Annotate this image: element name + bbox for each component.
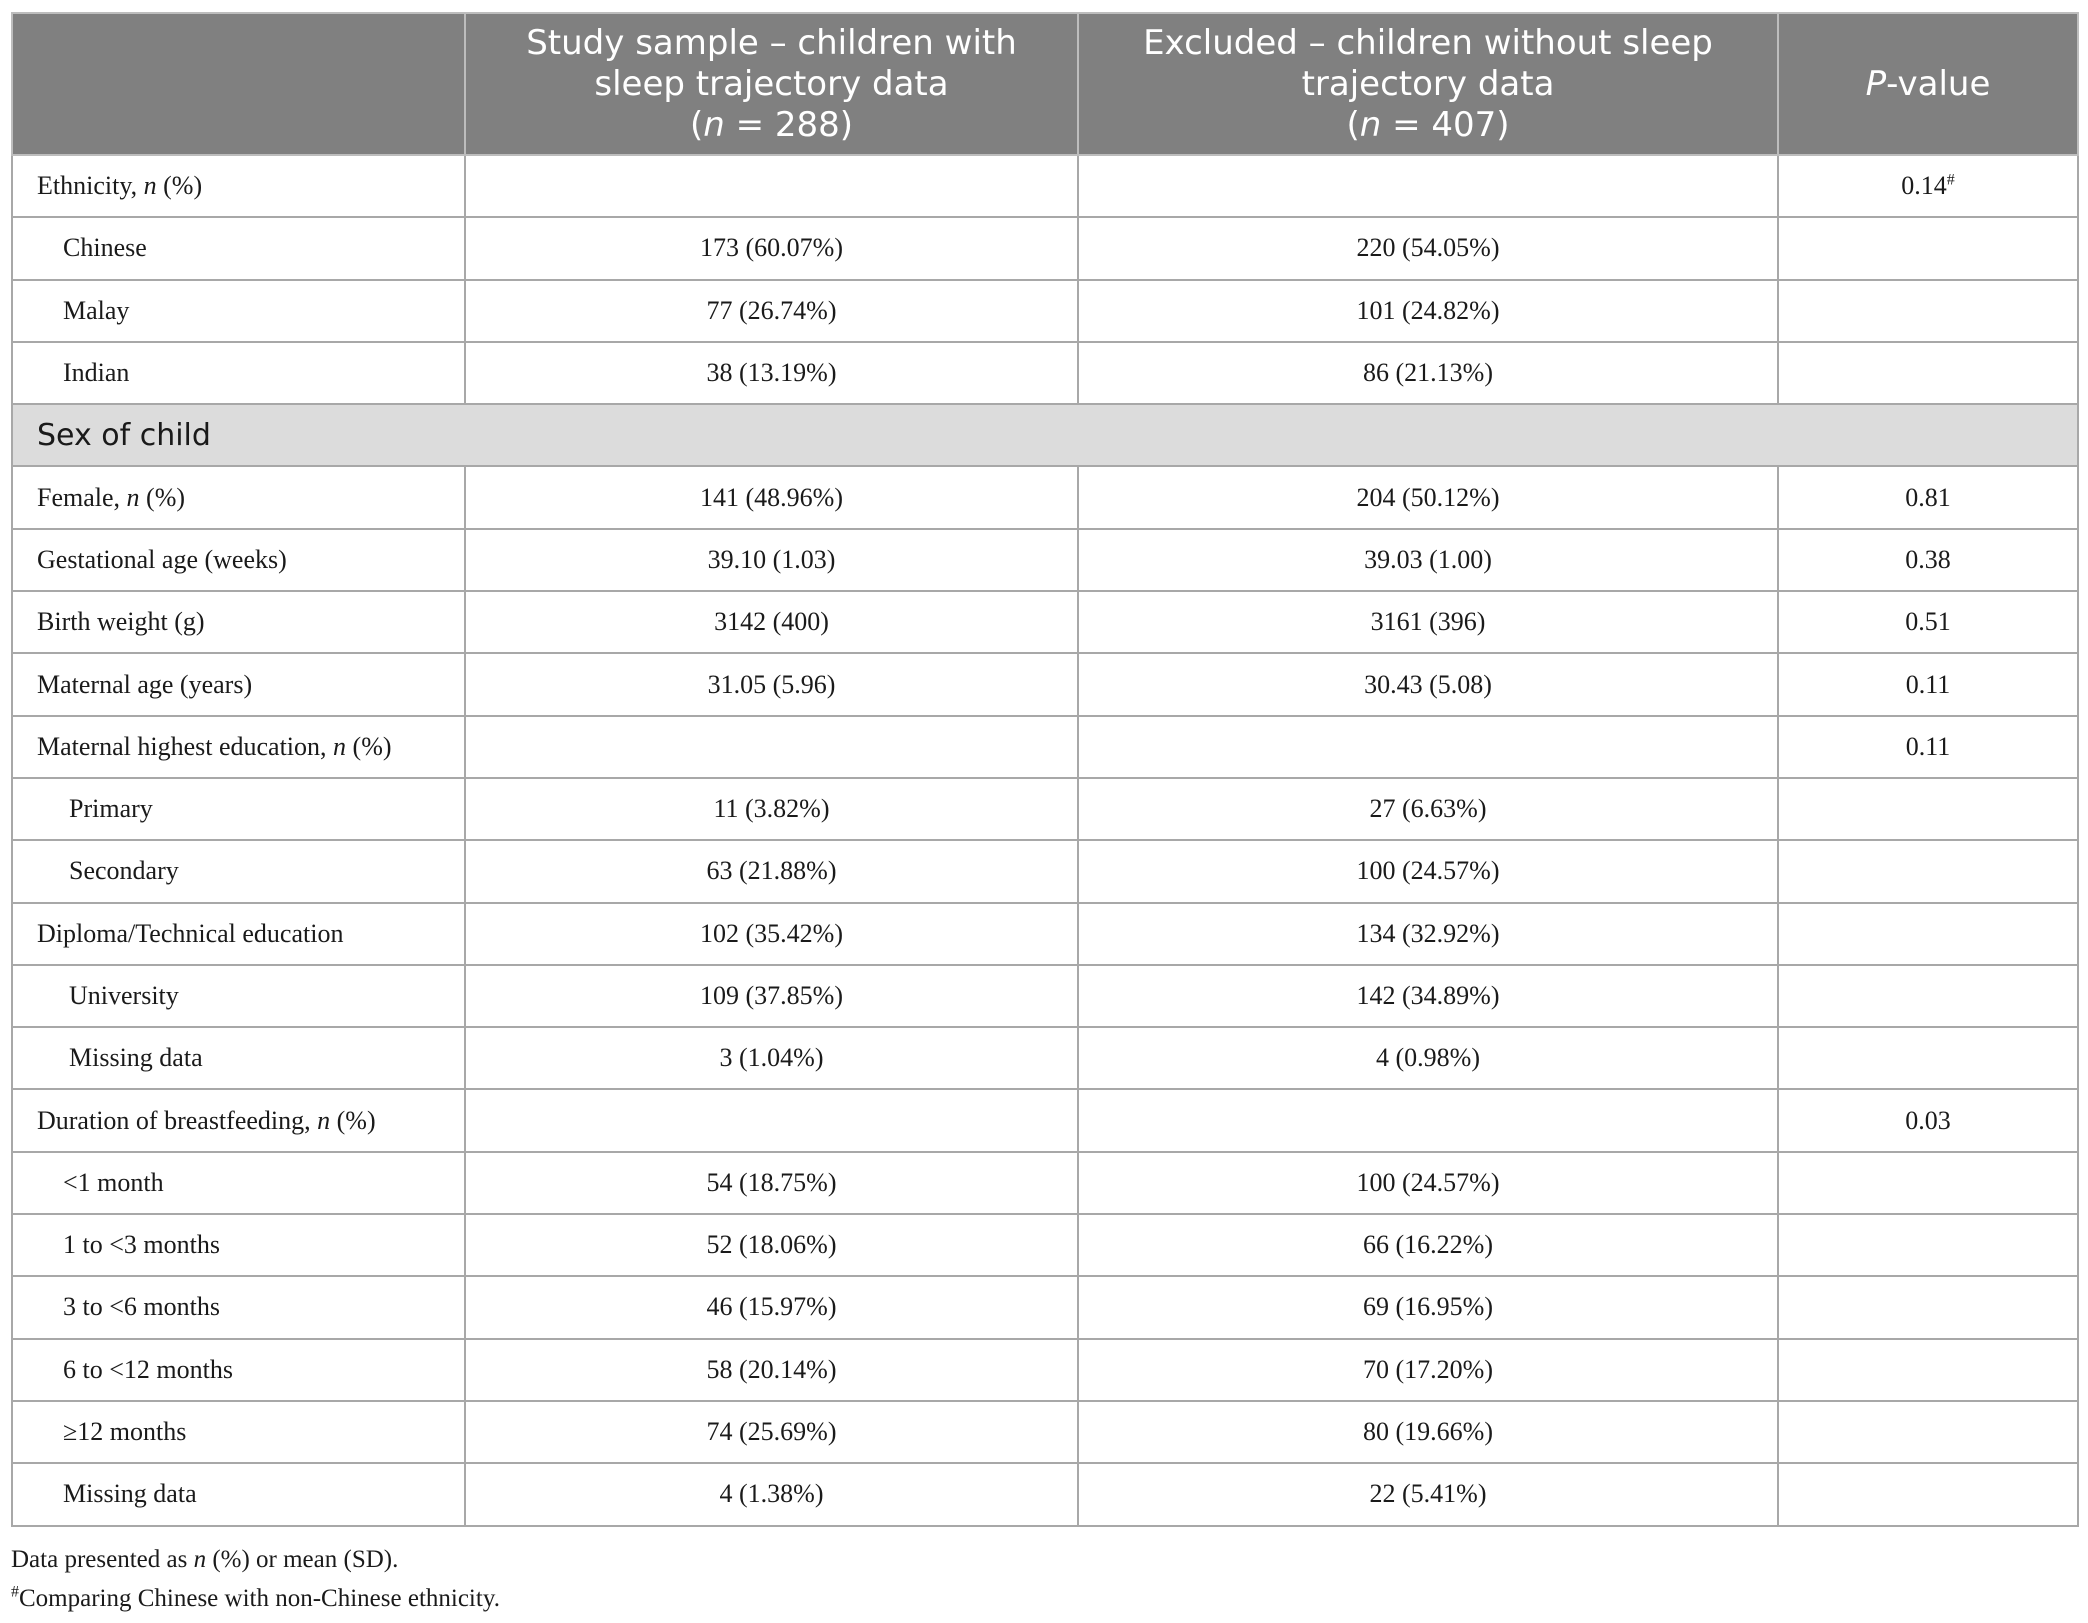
p-value: 0.38 — [1778, 529, 2078, 591]
table-row — [12, 529, 2078, 591]
table-row — [12, 1089, 2078, 1151]
excluded-value: 70 (17.20%) — [1078, 1339, 1778, 1401]
p-value — [1778, 903, 2078, 965]
p-value: 0.11 — [1778, 716, 2078, 778]
table-body — [12, 155, 2078, 1526]
excluded-value: 134 (32.92%) — [1078, 903, 1778, 965]
excluded-value: 100 (24.57%) — [1078, 1152, 1778, 1214]
excluded-value: 101 (24.82%) — [1078, 280, 1778, 342]
row-label: Birth weight (g) — [12, 591, 465, 653]
table-row — [12, 778, 2078, 840]
excluded-value: 39.03 (1.00) — [1078, 529, 1778, 591]
excluded-value: 69 (16.95%) — [1078, 1276, 1778, 1338]
row-label: Maternal highest education, n (%) — [12, 716, 465, 778]
p-value: 0.81 — [1778, 466, 2078, 528]
table-row — [12, 1463, 2078, 1525]
header-p-value: P-value — [1778, 13, 2078, 155]
p-value — [1778, 1027, 2078, 1089]
study-sample-value: 74 (25.69%) — [465, 1401, 1078, 1463]
footnote-ethnicity: #Comparing Chinese with non-Chinese ethnicity. — [11, 1583, 500, 1612]
header-study-sample-line2: sleep trajectory data — [594, 63, 949, 104]
excluded-value: 204 (50.12%) — [1078, 466, 1778, 528]
table-row — [12, 217, 2078, 279]
row-label: Gestational age (weeks) — [12, 529, 465, 591]
header-study-sample — [465, 13, 1078, 155]
row-label: Female, n (%) — [12, 466, 465, 528]
study-sample-value: 173 (60.07%) — [465, 217, 1078, 279]
study-sample-value: 77 (26.74%) — [465, 280, 1078, 342]
study-sample-value: 52 (18.06%) — [465, 1214, 1078, 1276]
row-label: Duration of breastfeeding, n (%) — [12, 1089, 465, 1151]
table-row — [12, 155, 2078, 217]
study-sample-value: 109 (37.85%) — [465, 965, 1078, 1027]
study-sample-value — [465, 155, 1078, 217]
row-label: 6 to <12 months — [12, 1339, 465, 1401]
p-value: 0.11 — [1778, 653, 2078, 715]
table-row — [12, 280, 2078, 342]
p-value — [1778, 1339, 2078, 1401]
excluded-value: 27 (6.63%) — [1078, 778, 1778, 840]
header-excluded — [1078, 13, 1778, 155]
section-header: Sex of child — [12, 404, 2078, 466]
table-row — [12, 342, 2078, 404]
p-value — [1778, 1401, 2078, 1463]
p-value: 0.51 — [1778, 591, 2078, 653]
study-sample-value: 46 (15.97%) — [465, 1276, 1078, 1338]
table-row — [12, 965, 2078, 1027]
study-sample-value: 4 (1.38%) — [465, 1463, 1078, 1525]
table-row — [12, 653, 2078, 715]
row-label: 3 to <6 months — [12, 1276, 465, 1338]
table-footnotes — [11, 1540, 500, 1618]
header-row — [12, 13, 2078, 155]
excluded-value: 4 (0.98%) — [1078, 1027, 1778, 1089]
characteristics-table — [11, 12, 2079, 1527]
p-value: 0.14# — [1778, 155, 2078, 217]
header-excluded-line2: trajectory data — [1301, 63, 1555, 104]
p-value — [1778, 1276, 2078, 1338]
table-row — [12, 903, 2078, 965]
p-value — [1778, 965, 2078, 1027]
excluded-value: 80 (19.66%) — [1078, 1401, 1778, 1463]
study-sample-value: 11 (3.82%) — [465, 778, 1078, 840]
p-value — [1778, 217, 2078, 279]
table-header — [12, 13, 2078, 155]
table-row — [12, 466, 2078, 528]
table-row — [12, 1339, 2078, 1401]
header-excluded-line3: (n = 407) — [1346, 104, 1510, 145]
excluded-value: 100 (24.57%) — [1078, 840, 1778, 902]
study-sample-value: 31.05 (5.96) — [465, 653, 1078, 715]
table-row — [12, 1276, 2078, 1338]
study-sample-value: 38 (13.19%) — [465, 342, 1078, 404]
p-value — [1778, 1152, 2078, 1214]
table-row — [12, 1401, 2078, 1463]
excluded-value: 66 (16.22%) — [1078, 1214, 1778, 1276]
excluded-value — [1078, 716, 1778, 778]
row-label: Secondary — [12, 840, 465, 902]
header-study-sample-line3: (n = 288) — [689, 104, 854, 145]
p-value — [1778, 1214, 2078, 1276]
excluded-value: 30.43 (5.08) — [1078, 653, 1778, 715]
header-excluded-line1: Excluded – children without sleep — [1143, 22, 1713, 63]
table-row — [12, 1152, 2078, 1214]
table-row — [12, 840, 2078, 902]
study-sample-value: 3142 (400) — [465, 591, 1078, 653]
study-sample-value: 58 (20.14%) — [465, 1339, 1078, 1401]
row-label: Maternal age (years) — [12, 653, 465, 715]
p-value — [1778, 1463, 2078, 1525]
row-label: Malay — [12, 280, 465, 342]
excluded-value — [1078, 1089, 1778, 1151]
excluded-value: 22 (5.41%) — [1078, 1463, 1778, 1525]
row-label: Diploma/Technical education — [12, 903, 465, 965]
excluded-value: 220 (54.05%) — [1078, 217, 1778, 279]
excluded-value: 3161 (396) — [1078, 591, 1778, 653]
study-sample-value: 141 (48.96%) — [465, 466, 1078, 528]
excluded-value — [1078, 155, 1778, 217]
row-label: 1 to <3 months — [12, 1214, 465, 1276]
row-label: Primary — [12, 778, 465, 840]
header-empty-cell — [12, 13, 465, 155]
row-label: Ethnicity, n (%) — [12, 155, 465, 217]
p-value — [1778, 778, 2078, 840]
p-value — [1778, 840, 2078, 902]
study-sample-value: 54 (18.75%) — [465, 1152, 1078, 1214]
row-label: Missing data — [12, 1027, 465, 1089]
row-label: Indian — [12, 342, 465, 404]
excluded-value: 86 (21.13%) — [1078, 342, 1778, 404]
row-label: <1 month — [12, 1152, 465, 1214]
row-label: ≥12 months — [12, 1401, 465, 1463]
study-sample-value — [465, 716, 1078, 778]
table-row — [12, 1214, 2078, 1276]
study-sample-value: 39.10 (1.03) — [465, 529, 1078, 591]
p-value — [1778, 342, 2078, 404]
study-sample-value: 102 (35.42%) — [465, 903, 1078, 965]
p-value — [1778, 280, 2078, 342]
study-sample-value: 63 (21.88%) — [465, 840, 1078, 902]
table-row — [12, 1027, 2078, 1089]
row-label: Chinese — [12, 217, 465, 279]
table-row — [12, 591, 2078, 653]
study-sample-value — [465, 1089, 1078, 1151]
p-value: 0.03 — [1778, 1089, 2078, 1151]
footnote-data-presentation: Data presented as n (%) or mean (SD). — [11, 1546, 399, 1573]
table-row — [12, 404, 2078, 466]
row-label: Missing data — [12, 1463, 465, 1525]
row-label: University — [12, 965, 465, 1027]
table-row — [12, 716, 2078, 778]
data-table-container — [11, 12, 2077, 1527]
study-sample-value: 3 (1.04%) — [465, 1027, 1078, 1089]
excluded-value: 142 (34.89%) — [1078, 965, 1778, 1027]
header-study-sample-line1: Study sample – children with — [526, 22, 1017, 63]
